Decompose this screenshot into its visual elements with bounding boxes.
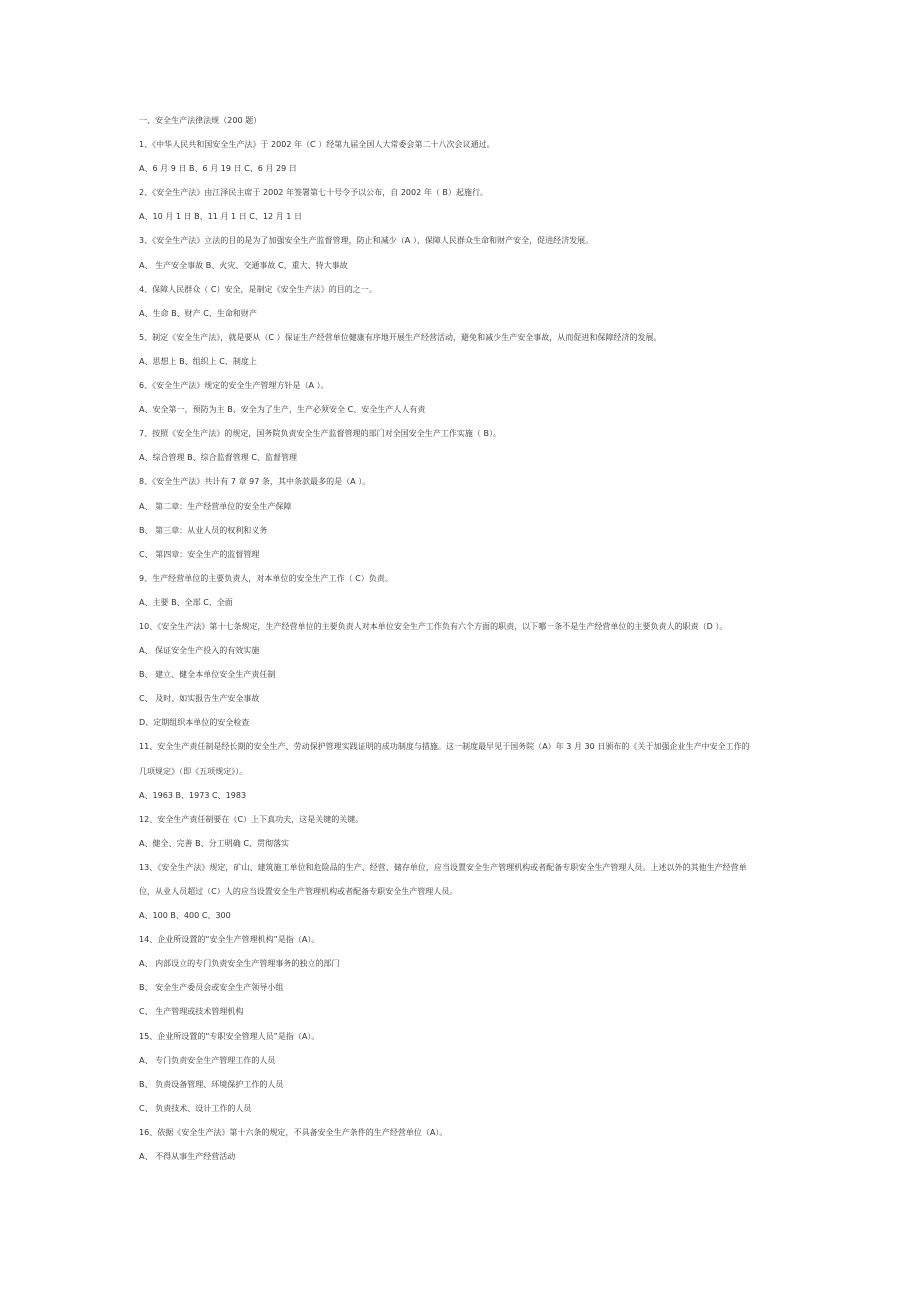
question-16: 16、依据《安全生产法》第十六条的规定，不具备安全生产条件的生产经营单位（A）。 [139,1127,448,1137]
options-2: A、10 月 1 日 B、11 月 1 日 C、12 月 1 日 [139,212,302,222]
options-11: A、1963 B、1973 C、1983 [139,790,247,800]
options-9: A、主要 B、全部 C、全面 [139,597,233,607]
options-4: A、生命 B、财产 C、生命和财产 [139,308,257,318]
question-13: 13、《安全生产法》规定，矿山、建筑施工单位和危险品的生产、经营、储存单位，应当设置安全生产管理机构或者配备专职安全生产管理人员。上述以外的其他生产经营单 [139,862,747,872]
question-7: 7、按照《安全生产法》的规定，国务院负责安全生产监督管理的部门对全国安全生产工作实施（ B）。 [139,429,502,439]
option-14a: A、 内部设立的专门负责安全生产管理事务的独立的部门 [139,959,340,969]
option-15a: A、 专门负责安全生产管理工作的人员 [139,1055,276,1065]
question-9: 9、生产经营单位的主要负责人，对本单位的安全生产工作（ C）负责。 [139,573,393,583]
options-12: A、健全、完善 B、分工明确 C、贯彻落实 [139,838,290,848]
question-15: 15、企业所设置的“专职安全管理人员”是指（A）。 [139,1031,320,1041]
option-10d: D、定期组织本单位的安全检查 [139,718,250,728]
question-10: 10、《安全生产法》第十七条规定，生产经营单位的主要负责人对本单位安全生产工作负有六个方面的职责，以下哪一条不是生产经营单位的主要负责人的职责（D ）。 [139,621,728,631]
options-7: A、综合管理 B、综合监督管理 C、监督管理 [139,453,298,463]
options-13: A、100 B、400 C、300 [139,911,231,921]
options-6: A、安全第一，预防为主 B、安全为了生产，生产必须安全 C、安全生产人人有责 [139,405,426,415]
options-5: A、思想上 B、组织上 C、制度上 [139,356,257,366]
question-11: 11、安全生产责任制是经长期的安全生产、劳动保护管理实践证明的成功制度与措施。这一制度最早见于国务院（A）年 3 月 30 日颁布的《关于加强企业生产中安全工作的 [139,742,750,752]
option-14b: B、 安全生产委员会或安全生产领导小组 [139,983,284,993]
option-16a: A、 不得从事生产经营活动 [139,1152,236,1162]
question-12: 12、安全生产责任制要在（C）上下真功夫，这是关键的关键。 [139,814,364,824]
question-8: 8、《安全生产法》共计有 7 章 97 条，其中条款最多的是（A ）。 [139,477,371,487]
option-10b: B、 建立、健全本单位安全生产责任制 [139,670,276,680]
option-8c: C、 第四章：安全生产的监督管理 [139,549,260,559]
question-6: 6、《安全生产法》规定的安全生产管理方针是（A ）。 [139,381,329,391]
question-13-continued: 位，从业人员超过（C）人的应当设置安全生产管理机构或者配备专职安全生产管理人员。 [139,887,458,896]
question-2: 2、《安全生产法》由江泽民主席于 2002 年签署第七十号令予以公布，自 2002 年（ B）起施行。 [139,188,489,198]
option-10c: C、 及时、如实报告生产安全事故 [139,694,260,704]
options-1: A、6 月 9 日 B、6 月 19 日 C、6 月 29 日 [139,164,297,174]
options-3: A、 生产安全事故 B、火灾、交通事故 C、重大、特大事故 [139,260,348,270]
question-11-continued: 几项规定》（即《五项规定》）。 [139,766,248,776]
question-14: 14、企业所设置的“安全生产管理机构”是指（A）。 [139,935,320,945]
option-8b: B、 第三章：从业人员的权利和义务 [139,525,268,535]
option-8a: A、 第二章：生产经营单位的安全生产保障 [139,501,292,511]
section-heading: 一、安全生产法律法规（200 题） [139,116,262,125]
question-1: 1、《中华人民共和国安全生产法》于 2002 年（C ）经第九届全国人大常委会第二十八次会议通过。 [139,140,495,150]
option-15c: C、 负责技术、设计工作的人员 [139,1103,252,1113]
question-4: 4、保障人民群众（ C）安全，是制定《安全生产法》的目的之一。 [139,284,377,294]
document-page [139,113,799,1173]
question-5: 5、制定《安全生产法》，就是要从（C ）保证生产经营单位健康有序地开展生产经营活动，避免和减少生产安全事故，从而促进和保障经济的发展。 [139,332,662,342]
question-3: 3、《安全生产法》立法的目的是为了加强安全生产监督管理，防止和减少（A ），保障人民群众生命和财产安全，促进经济发展。 [139,236,594,246]
option-10a: A、 保证安全生产投入的有效实施 [139,646,260,656]
option-15b: B、 负责设备管理、环境保护工作的人员 [139,1079,284,1089]
option-14c: C、 生产管理或技术管理机构 [139,1007,244,1017]
